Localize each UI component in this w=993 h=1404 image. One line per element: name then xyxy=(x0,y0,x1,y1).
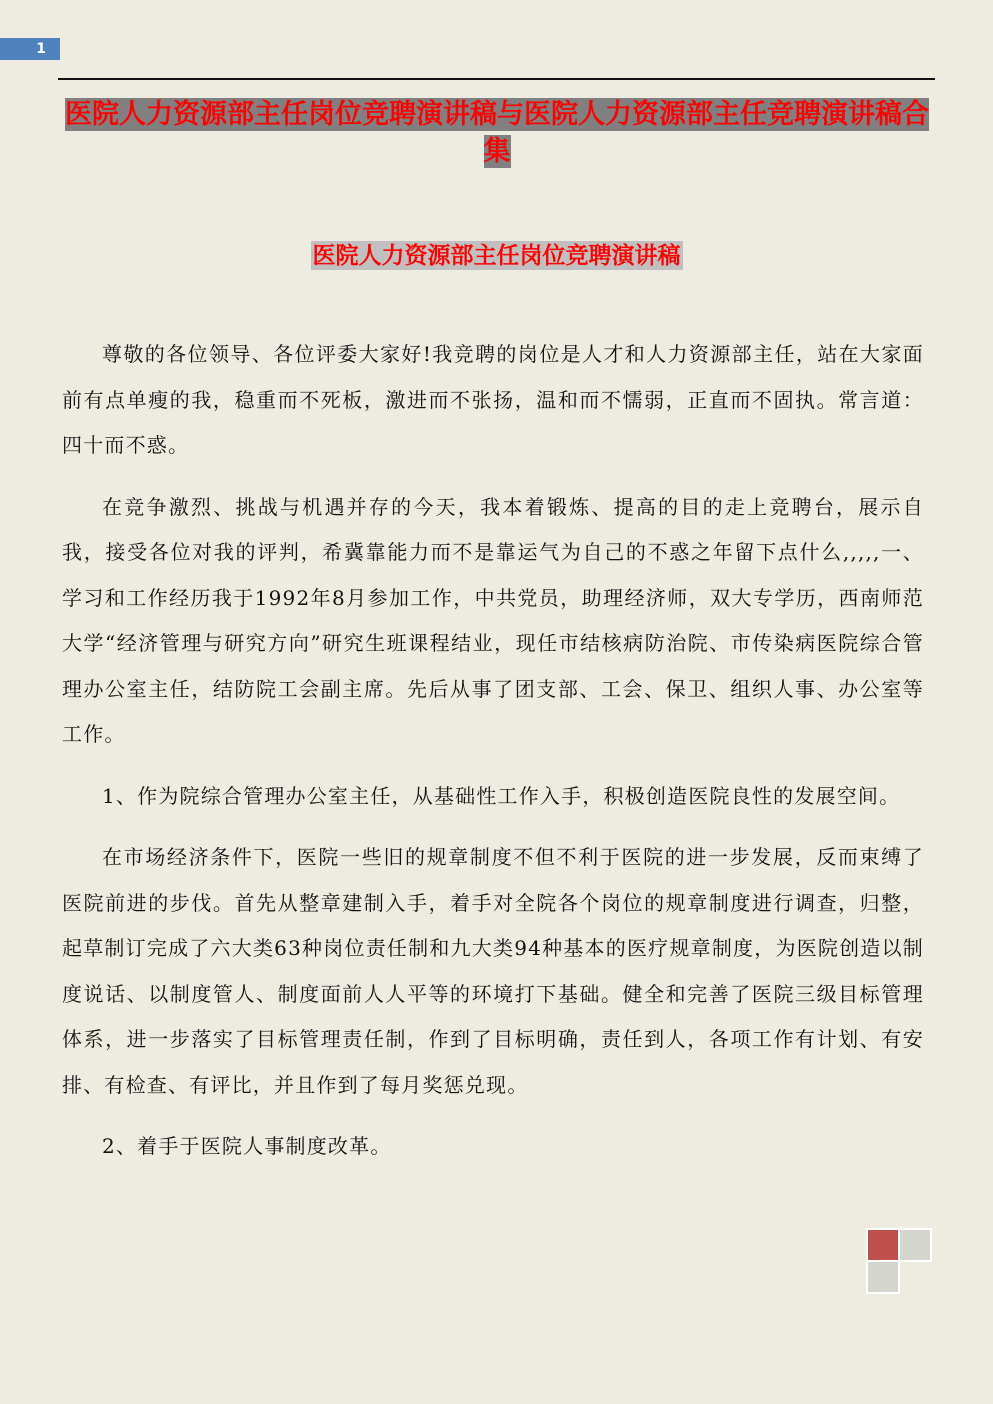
document-title xyxy=(62,96,932,170)
paragraph-greeting: 尊敬的各位领导、各位评委大家好!我竞聘的岗位是人才和人力资源部主任，站在大家面前有点单瘦的我，稳重而不死板，激进而不张扬，温和而不懦弱，正直而不固执。常言道：四十而不惑。 xyxy=(62,342,924,457)
document-title-text: 医院人力资源部主任岗位竞聘演讲稿与医院人力资源部主任竞聘演讲稿合集 xyxy=(65,99,929,167)
paragraph-point-1: 1、作为院综合管理办公室主任，从基础性工作入手，积极创造医院良性的发展空间。 xyxy=(102,783,901,808)
page-number: 1 xyxy=(36,41,46,57)
decorative-squares xyxy=(866,1228,934,1294)
document-body xyxy=(62,332,924,1186)
paragraph-point-2: 2、着手于医院人事制度改革。 xyxy=(102,1134,392,1158)
decor-square-gray xyxy=(898,1228,932,1262)
decor-square-gray xyxy=(866,1260,900,1294)
decor-square-red xyxy=(866,1228,900,1262)
paragraph-regulations: 在市场经济条件下，医院一些旧的规章制度不但不利于医院的进一步发展，反而束缚了医院前进的步伐。首先从整章建制入手，着手对全院各个岗位的规章制度进行调查，归整，起草制订完成了六大类63种岗位责任制和九大类94种基本的医疗规章制度，为医院创造以制度说话、以制度管人、制度面前人人平等的环境打下基础。健全和完善了医院三级目标管理体系，进一步落实了目标管理责任制，作到了目标明确，责任到人，各项工作有计划、有安排、有检查、有评比，并且作到了每月奖惩兑现。 xyxy=(62,845,924,1097)
section-title-text: 医院人力资源部主任岗位竞聘演讲稿 xyxy=(312,242,681,269)
page-number-tab xyxy=(0,38,60,60)
section-title xyxy=(0,240,993,272)
paragraph-background: 在竞争激烈、挑战与机遇并存的今天，我本着锻炼、提高的目的走上竞聘台，展示自我，接受各位对我的评判，希冀靠能力而不是靠运气为自己的不惑之年留下点什么,,,,,一、学习和工作经历我于1992年8月参加工作，中共党员，助理经济师，双大专学历，西南师范大学“经济管理与研究方向”研究生班课程结业，现任市结核病防治院、市传染病医院综合管理办公室主任，结防院工会副主席。先后从事了团支部、工会、保卫、组织人事、办公室等工作。 xyxy=(62,494,924,746)
header-divider xyxy=(58,78,935,80)
